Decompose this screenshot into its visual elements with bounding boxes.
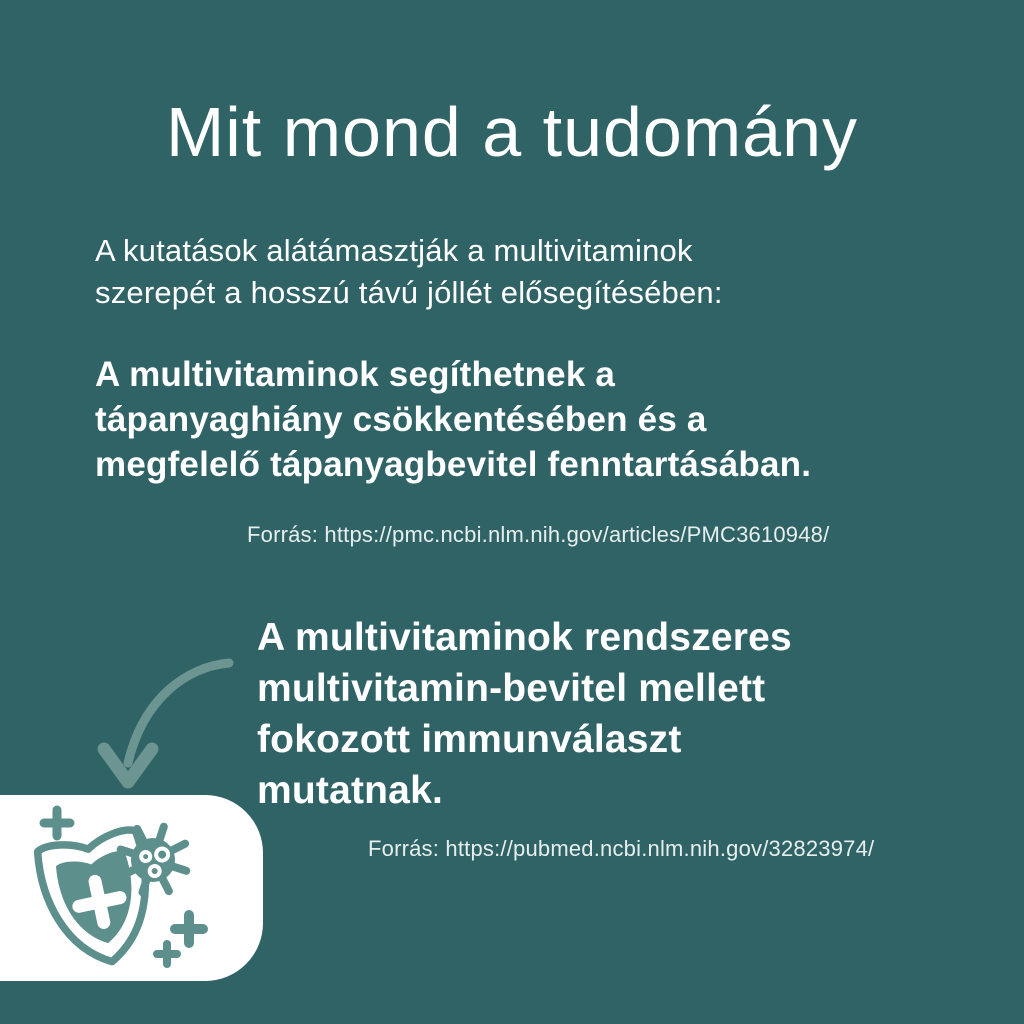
badge-panel [0, 795, 263, 981]
source-link-1: Forrás: https://pmc.ncbi.nlm.nih.gov/articles/PMC3610948/ [247, 522, 830, 547]
claim-line: multivitamin-bevitel mellett [257, 667, 766, 710]
curved-arrow-down-icon [104, 663, 229, 782]
claim-line: A multivitaminok rendszeres [257, 616, 792, 659]
claim-line: tápanyaghiány csökkentésében és a [95, 400, 707, 439]
claim-line: mutatnak. [257, 769, 444, 812]
intro-text [95, 230, 723, 314]
source-link-2: Forrás: https://pubmed.ncbi.nlm.nih.gov/32823974/ [368, 836, 875, 861]
claim-line: fokozott immunválaszt [257, 718, 682, 761]
claim-line: megfelelő tápanyagbevitel fenntartásában. [95, 445, 812, 484]
intro-line: szerepét a hosszú távú jóllét elősegítésében: [95, 275, 723, 310]
page-title: Mit mond a tudomány [165, 93, 859, 171]
claim-immune-response [257, 612, 792, 816]
intro-line: A kutatások alátámasztják a multivitaminok [95, 233, 693, 268]
claim-nutrient-gap [95, 352, 811, 487]
claim-line: A multivitaminok segíthetnek a [95, 355, 616, 394]
